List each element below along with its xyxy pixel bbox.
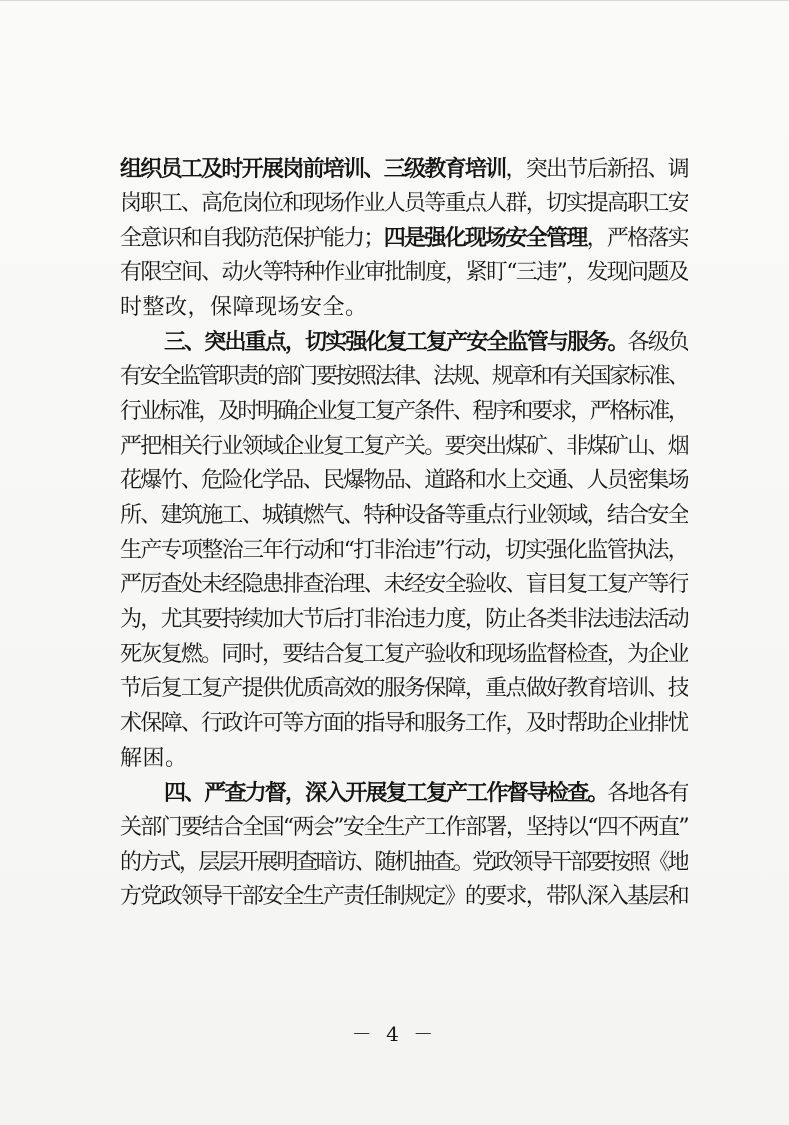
text-line xyxy=(120,534,688,569)
text-line xyxy=(120,291,688,326)
text-segment: 的方式，层层开展明查暗访、随机抽查。党政领导干部要按照《地 xyxy=(120,849,688,875)
text-line xyxy=(120,499,688,534)
bold-text-segment: 三、突出重点，切实强化复工复产安全监管与服务。 xyxy=(164,329,628,356)
bold-text-segment: 组织员工及时开展岗前培训、三级教育培训 xyxy=(120,156,506,182)
text-segment: 行业标准，及时明确企业复工复产条件、程序和要求，严格标准， xyxy=(120,398,688,424)
text-line xyxy=(120,568,688,603)
text-line xyxy=(120,464,688,499)
text-line xyxy=(120,846,688,881)
text-segment: 有限空间、动火等特种作业审批制度，紧盯“三违”，发现问题及 xyxy=(120,260,688,286)
text-segment: 术保障、行政许可等方面的指导和服务工作，及时帮助企业排忧 xyxy=(120,711,688,736)
text-segment: ，突出节后新招、调 xyxy=(505,157,688,182)
page-number: － 4 － xyxy=(351,1022,438,1046)
text-line xyxy=(120,430,688,465)
text-segment: 严把相关行业领域企业复工复产关。要突出煤矿、非煤矿山、烟 xyxy=(120,433,688,459)
text-segment: ，严格落实 xyxy=(586,226,688,252)
text-segment: 节后复工复产提供优质高效的服务保障，重点做好教育培训、技 xyxy=(120,676,688,702)
text-segment: 严厉查处未经隐患排查治理、未经安全验收、盲目复工复产等行 xyxy=(120,572,688,598)
text-segment: 生产专项整治三年行动和“打非治违”行动，切实强化监管执法， xyxy=(120,537,688,563)
text-line xyxy=(120,603,688,638)
text-line xyxy=(120,638,688,673)
text-segment: 解困。 xyxy=(120,745,188,771)
text-line xyxy=(120,880,688,915)
text-segment: 各级负 xyxy=(627,330,688,356)
text-line xyxy=(120,221,688,256)
text-segment: 岗职工、高危岗位和现场作业人员等重点人群，切实提高职工安 xyxy=(120,190,688,216)
text-segment: 方党政领导干部安全生产责任制规定》的要求，带队深入基层和 xyxy=(120,884,688,910)
text-segment: 关部门要结合全国“两会”安全生产工作部署，坚持以“四不两直” xyxy=(120,815,688,841)
bold-text-segment: 四、严查力督，深入开展复工复产工作督导检查。 xyxy=(164,780,608,807)
text-line xyxy=(120,256,688,291)
text-segment: 有安全监管职责的部门要按照法律、法规、规章和有关国家标准、 xyxy=(120,364,688,390)
text-line xyxy=(120,152,688,187)
text-line xyxy=(120,325,688,360)
text-line xyxy=(120,811,688,846)
text-segment: 时整改，保障现场安全。 xyxy=(120,294,368,320)
text-segment: 各地各有 xyxy=(607,781,688,807)
text-line xyxy=(120,707,688,742)
text-line xyxy=(120,672,688,707)
document-body xyxy=(120,152,688,915)
text-segment: 全意识和自我防范保护能力； xyxy=(120,226,384,252)
text-line xyxy=(120,360,688,395)
text-segment: 死灰复燃。同时，要结合复工复产验收和现场监督检查，为企业 xyxy=(120,641,688,667)
page-top-border xyxy=(0,0,789,1)
text-line xyxy=(120,395,688,430)
text-line xyxy=(120,742,688,777)
text-segment: 所、建筑施工、城镇燃气、特种设备等重点行业领域，结合安全 xyxy=(120,502,688,528)
text-line xyxy=(120,776,688,811)
text-segment: 为，尤其要持续加大节后打非治违力度，防止各类非法违法活动 xyxy=(120,606,688,632)
text-segment: 花爆竹、危险化学品、民爆物品、道路和水上交通、人员密集场 xyxy=(120,468,688,494)
bold-text-segment: 四是强化现场安全管理 xyxy=(383,225,587,252)
text-line xyxy=(120,187,688,222)
